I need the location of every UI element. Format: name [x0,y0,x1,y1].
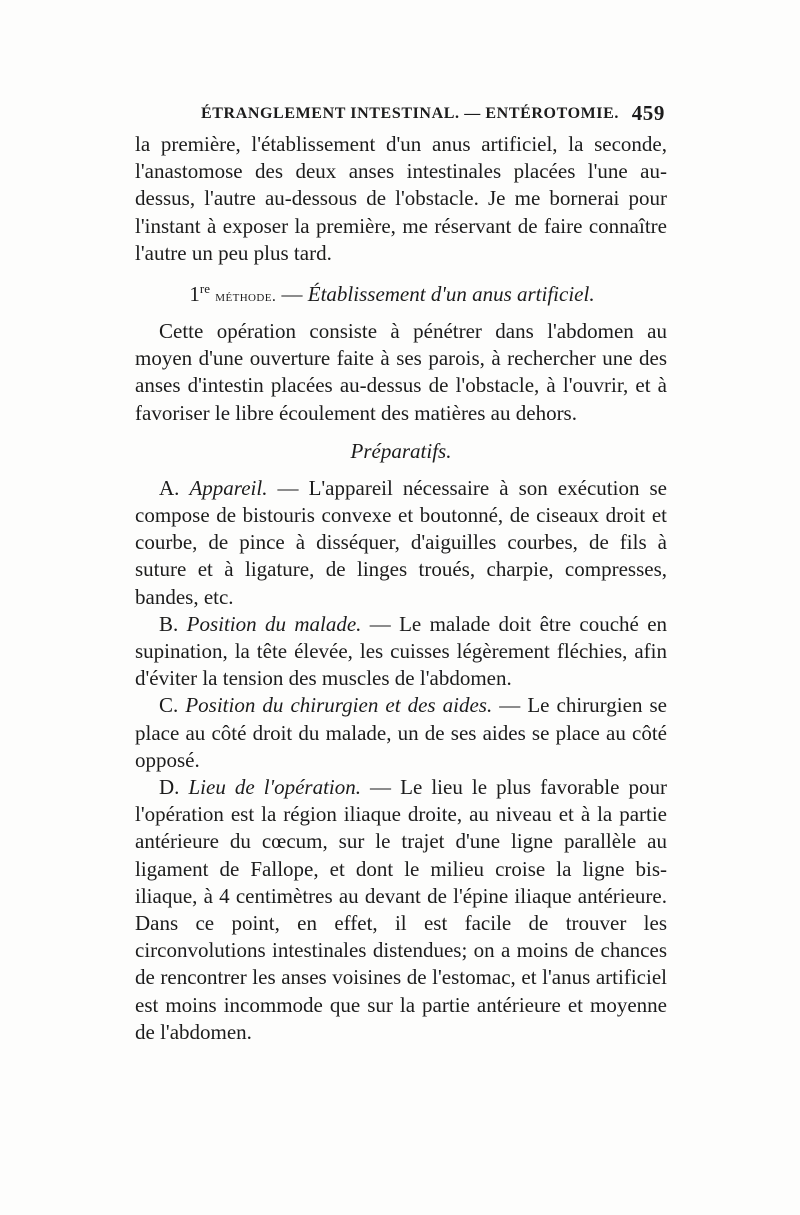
method-paragraph: Cette opération consiste à pénétrer dans l'abdomen au moyen d'une ouverture faite à ses parois, à rechercher une des anses d'intestin placées au-dessus de l'obstacle, à l'ouvrir, et à favoriser le libre écoulement des matières au dehors. [135,319,667,425]
method-number-superscript: re [199,281,211,297]
method-number: 1re [189,281,211,307]
item-text: — Le chirurgien se place au côté droit du malade, un de ses aides se place au côté opposé. [135,693,668,772]
running-header [135,97,667,131]
section-heading: Préparatifs. [350,438,452,463]
item-title: Position du chirurgien et des aides. [185,693,493,718]
method-dash: — [276,282,308,307]
page-number: 459 [631,101,665,125]
item-text: — Le lieu le plus favorable pour l'opération est la région iliaque droite, au niveau et à la partie antérieure du cœcum, sur le trajet d'une ligne parallèle au ligament de Fallope, et dont le milieu croise la ligne bis-iliaque, à 4 centimètres au devant de l'épine iliaque antérieure. Dans ce point, en effet, il est facile de trouver les circonvolutions intestinales distendues; on a moins de chances de rencontrer les anses voisines de l'estomac, et l'anus artificiel est moins incommode que sur la partie antérieure et moyenne de l'abdomen. [135,775,667,1044]
method-label: méthode. [215,288,277,306]
intro-paragraph: la première, l'établissement d'un anus artificiel, la seconde, l'anastomose des deux anses intestinales placées l'une au-dessus, l'autre au-dessous de l'obstacle. Je me bornerai pour l'instant à exposer la première, me réservant de faire connaître l'autre un peu plus tard. [135,132,667,265]
text-block [135,97,667,1046]
item-label: C. [159,693,179,718]
item-title: Appareil. [189,475,268,500]
item-title: Position du malade. [186,611,362,636]
item-label: A. [159,475,180,500]
method-heading [135,281,667,310]
item-a [135,475,667,611]
item-label: B. [159,611,179,636]
running-title: ÉTRANGLEMENT INTESTINAL. — ENTÉROTOMIE. [201,105,620,122]
method-title: Établissement d'un anus artificiel. [307,282,595,307]
item-c [135,692,667,774]
item-text: — Le malade doit être couché en supination, la tête élevée, les cuisses légèrement fléchies, afin d'éviter la tension des muscles de l'abdomen. [135,611,668,691]
item-title: Lieu de l'opération. [188,775,361,800]
item-label: D. [159,775,180,800]
item-b [135,611,667,693]
item-text: — L'appareil nécessaire à son exécution se compose de bistouris convexe et boutonné, de ciseaux droit et courbe, de pince à disséquer, d'aiguilles courbes, de fils à suture et à ligature, de linges troués, charpie, compresses, bandes, etc. [135,475,667,609]
item-d [135,774,667,1046]
